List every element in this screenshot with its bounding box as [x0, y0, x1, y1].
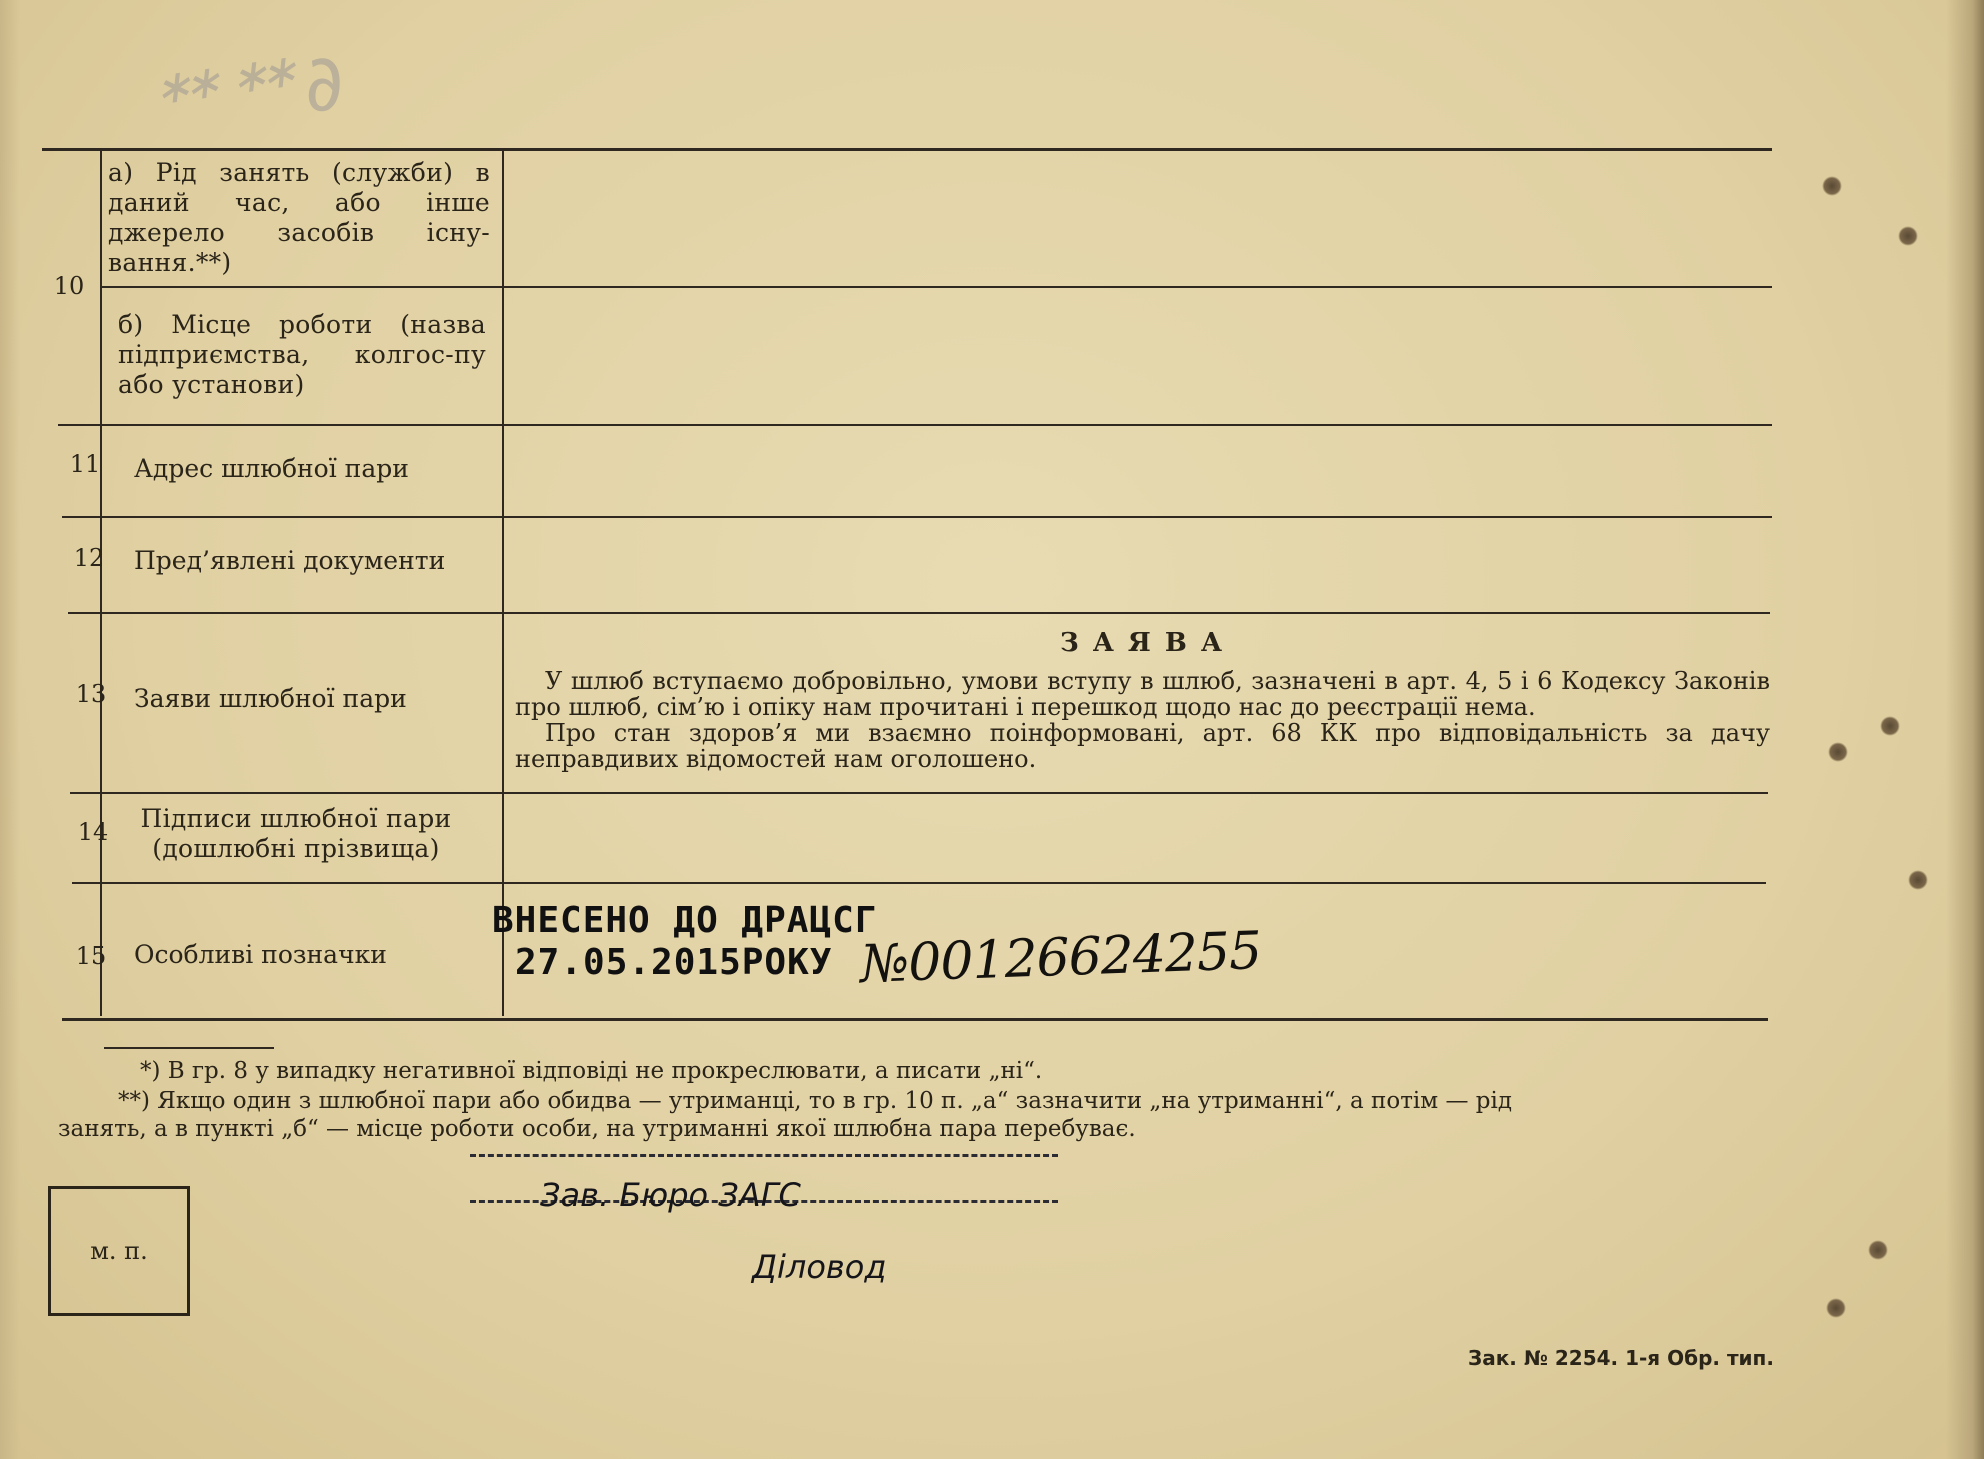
dilovod-stamp: Діловод	[752, 1248, 887, 1286]
printer-mark: Зак. № 2254. 1-я Обр. тип.	[1468, 1346, 1774, 1370]
footnote-2-line-1: **) Якщо один з шлюбної пари або обидва — утриманці, то в гр. 10 п. „а“ зазначити „на утриманні“, а потім — рід	[118, 1088, 1513, 1114]
binder-hole	[1880, 716, 1900, 736]
row-number-10: 10	[53, 272, 85, 300]
row-13-bottom-rule	[70, 792, 1768, 794]
zayava-title: ЗАЯВА	[1060, 628, 1237, 658]
row-14-bottom-rule	[72, 882, 1766, 884]
binder-hole	[1908, 870, 1928, 890]
row-10a-label: а) Рід занять (служби) в даний час, або інше джерело засобів існу-вання.**)	[108, 158, 490, 277]
row-number-14: 14	[77, 818, 109, 846]
zayava-text	[515, 668, 1770, 772]
row-14-label: Підписи шлюбної пари (дошлюбні прізвища)	[140, 804, 452, 863]
registry-stamp-line-1: ВНЕСЕНО ДО ДРАЦСГ	[492, 900, 878, 941]
zayava-paragraph-2: Про стан здоров’я ми взаємно поінформовані, арт. 68 КК про відповідальність за дачу неправдивих відомостей нам оголошено.	[515, 719, 1770, 773]
paper-right-edge	[1946, 0, 1984, 1459]
binder-hole	[1828, 742, 1848, 762]
binder-hole	[1898, 226, 1918, 246]
registry-stamp-line-2: 27.05.2015РОКУ	[515, 942, 833, 983]
footnote-1: *) В гр. 8 у випадку негативної відповіді не прокреслювати, а писати „ні“.	[140, 1058, 1043, 1084]
row-10a-divider	[100, 286, 1772, 288]
seal-place-label: м. п.	[90, 1237, 148, 1265]
row-number-12: 12	[73, 544, 105, 572]
binder-hole	[1826, 1298, 1846, 1318]
footnote-2-line-2: занять, а в пункті „б“ — місце роботи особи, на утриманні якої шлюбна пара перебуває.	[58, 1116, 1136, 1142]
row-12-bottom-rule	[68, 612, 1770, 614]
row-13-label: Заяви шлюбної пари	[134, 684, 407, 713]
zav-stamp: Зав. Бюро ЗАГС	[540, 1176, 801, 1214]
stamp-strike-1	[470, 1154, 1058, 1157]
zayava-paragraph-1: У шлюб вступаємо добровільно, умови вступу в шлюб, зазначені в арт. 4, 5 і 6 Кодексу Законів про шлюб, сім’ю і опіку нам прочитані і перешкод щодо нас до реєстрації нема.	[515, 667, 1770, 721]
handwritten-registry-number: №00126624255	[859, 921, 1263, 995]
row-15-label: Особливі позначки	[134, 940, 387, 969]
paper-left-edge	[0, 0, 20, 1459]
row-number-13: 13	[75, 680, 107, 708]
label-column-right-rule	[502, 150, 504, 1016]
binder-hole	[1822, 176, 1842, 196]
row-12-label: Пред’явлені документи	[134, 546, 446, 575]
seal-place-box	[48, 1186, 190, 1316]
row-number-11: 11	[69, 450, 101, 478]
row-11-bottom-rule	[62, 516, 1772, 518]
footnote-rule	[104, 1047, 274, 1049]
top-rule	[42, 148, 1772, 151]
row-number-15: 15	[75, 942, 107, 970]
row-11-label: Адрес шлюбної пари	[134, 454, 409, 483]
row-10b-label: б) Місце роботи (назва підприємства, колгос-пу або установи)	[118, 310, 486, 399]
pencil-archive-mark: ᕯ ᕯ ∂	[144, 37, 344, 153]
binder-hole	[1868, 1240, 1888, 1260]
label-column-left-rule	[100, 150, 102, 1016]
row-10-bottom-rule	[58, 424, 1772, 426]
table-bottom-rule	[62, 1018, 1768, 1021]
